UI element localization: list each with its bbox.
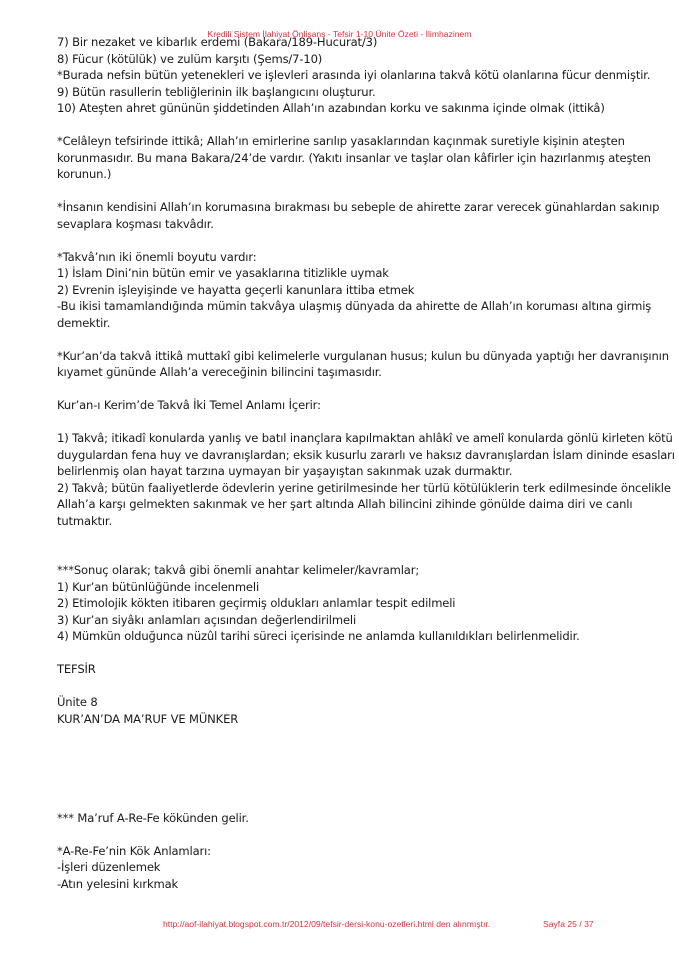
text-line: Ünite 8 xyxy=(57,695,98,709)
blank-line xyxy=(57,183,647,200)
text-line: -İşleri düzenlemek xyxy=(57,860,161,874)
text-line: *Celâleyn tefsirinde ittikâ; Allah’ın emirlerine sarılıp yasaklarından kaçınmak suretiyle kişinin ateşten xyxy=(57,134,625,148)
text-line: demektir. xyxy=(57,315,111,330)
blank-line xyxy=(57,117,647,134)
text-line: *Burada nefsin bütün yetenekleri ve işlevleri arasında iyi olanlarına takvâ kötü olanlarına fücur denmiştir. xyxy=(57,68,651,82)
text-line: 7) Bir nezaket ve kibarlık erdemi (Bakara/189-Hucurat/3) xyxy=(57,35,378,49)
text-line: *İnsanın kendisini Allah’ın korumasına bırakması bu sebeple de ahirette zarar verecek günahlardan sakınıp xyxy=(57,200,660,214)
blank-line xyxy=(57,678,647,695)
text-line: 2) Evrenin işleyişinde ve hayatta geçerli kanunlara ittiba etmek xyxy=(57,282,415,297)
blank-line xyxy=(57,381,647,398)
blank-line xyxy=(57,760,647,777)
document-body xyxy=(57,34,675,892)
text-line: 10) Ateşten ahret gününün şiddetinden Allah’ın azabından korku ve sakınma içinde olmak (ittikâ) xyxy=(57,101,605,115)
text-line: 1) Takvâ; itikadî konularda yanlış ve batıl inançlara kapılmaktan ahlâkî ve amelî konularda gönlü kirleten kötü xyxy=(57,431,673,445)
text-line: ***Sonuç olarak; takvâ gibi önemli anahtar kelimeler/kavramlar; xyxy=(57,563,420,577)
blank-line xyxy=(57,744,647,761)
blank-line xyxy=(57,727,647,744)
text-line: *Takvâ’nın iki önemli boyutu vardır: xyxy=(57,249,257,264)
text-line: belirlenmiş olan hayat tarzına uymayan bir yaşayıştan sakınmak uzak durmaktır. xyxy=(57,464,513,478)
blank-line xyxy=(57,414,647,431)
text-line: korunun.) xyxy=(57,167,112,181)
text-line: 1) Kur’an bütünlüğünde incelenmeli xyxy=(57,579,260,594)
page-header: Kredili Sistem İlahiyat Önlisans - Tefsir 1-10 Ünite Özeti - İlimhazinem xyxy=(207,29,472,39)
text-line: Allah’a karşı gelmekten sakınmak ve her şart altında Allah bilincini zihinde gönülde daima diri ve canlı xyxy=(57,497,633,511)
text-line: *Kur’an’da takvâ ittikâ muttakî gibi kelimelerle vurgulanan husus; kulun bu dünyada yaptığı her davranışının xyxy=(57,348,669,363)
text-line: duygulardan fena huy ve davranışlardan; eksik kusurlu zararlı ve haksız davranışlardan İslam dininde esasları xyxy=(57,447,675,462)
text-line: tutmaktır. xyxy=(57,513,112,528)
text-line: *A-Re-Fe’nin Kök Anlamları: xyxy=(57,843,211,858)
text-line: 3) Kur’an siyâkı anlamları açısından değerlendirilmeli xyxy=(57,612,357,627)
text-line: 4) Mümkün olduğunca nüzûl tarihi süreci içerisinde ne anlamda kullanıldıkları belirlenmelidir. xyxy=(57,629,580,643)
blank-line xyxy=(57,529,647,546)
page-number: Sayfa 25 / 37 xyxy=(543,919,594,929)
blank-line xyxy=(57,546,647,563)
text-line: KUR’AN’DA MA’RUF VE MÜNKER xyxy=(57,711,239,726)
blank-line xyxy=(57,826,647,843)
text-line: kıyamet gününde Allah’a vereceğinin bilincini taşımasıdır. xyxy=(57,365,382,379)
text-line: *** Ma’ruf A-Re-Fe kökünden gelir. xyxy=(57,810,249,825)
blank-line xyxy=(57,777,647,794)
blank-line xyxy=(57,232,647,249)
text-line: -Bu ikisi tamamlandığında mümin takvâya ulaşmış dünyada da ahirette de Allah’ın koruması altına girmiş xyxy=(57,299,652,313)
blank-line xyxy=(57,645,647,662)
text-line: -Atın yelesini kırkmak xyxy=(57,876,179,891)
text-line: sevaplara koşması takvâdır. xyxy=(57,216,214,231)
text-line: 9) Bütün rasullerin tebliğlerinin ilk başlangıcını oluşturur. xyxy=(57,84,376,99)
text-line: 1) İslam Dini’nin bütün emir ve yasaklarına titizlikle uymak xyxy=(57,266,389,280)
text-line: 2) Etimolojik kökten itibaren geçirmiş oldukları anlamlar tespit edilmeli xyxy=(57,596,456,610)
blank-line xyxy=(57,331,647,348)
text-line: 2) Takvâ; bütün faaliyetlerde ödevlerin yerine getirilmesinde her türlü kötülüklerin terk edilmesinde öncelikle xyxy=(57,480,671,495)
text-line: TEFSİR xyxy=(57,662,96,676)
footer-source-link[interactable]: http://aof-ilahiyat.blogspot.com.tr/2012/09/tefsir-dersi-konu-ozetleri.html den alınmıştır. xyxy=(163,919,491,929)
text-line: Kur’an-ı Kerim’de Takvâ İki Temel Anlamı İçerir: xyxy=(57,398,321,412)
text-line: 8) Fücur (kötülük) ve zulüm karşıtı (Şems/7-10) xyxy=(57,51,323,66)
text-line: korunmasıdır. Bu mana Bakara/24’de vardır. (Yakıtı insanlar ve taşlar olan kâfirler için hazırlanmış ateşten xyxy=(57,150,651,165)
blank-line xyxy=(57,793,647,810)
